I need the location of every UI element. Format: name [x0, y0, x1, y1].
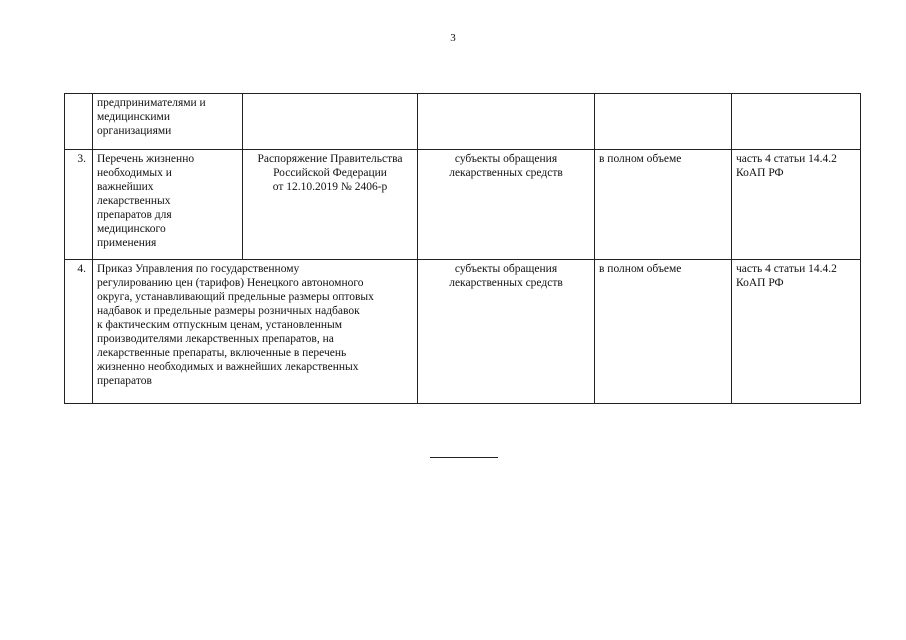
- liability-cell: [732, 94, 861, 150]
- legal-act-cell: [243, 150, 418, 260]
- subjects-line: лекарственных средств: [449, 167, 563, 179]
- requirement-name-line: медицинского: [97, 223, 166, 235]
- row-number-cell: [65, 94, 93, 150]
- table-row: [65, 260, 861, 404]
- requirement-name-cell: [93, 260, 418, 404]
- closing-rule: [430, 457, 498, 458]
- subjects-line: субъекты обращения: [454, 263, 558, 275]
- requirement-name-line: препаратов: [97, 375, 152, 387]
- requirement-name-line: применения: [97, 237, 157, 249]
- scope-cell: [595, 94, 732, 150]
- legal-act-line: Распоряжение Правительства: [257, 153, 403, 165]
- requirement-name-line: важнейших: [97, 181, 154, 193]
- requirement-name-line: к фактическим отпускным ценам, установленным: [97, 319, 343, 331]
- requirement-name-line: организациями: [97, 125, 172, 137]
- legal-act-line: от 12.10.2019 № 2406-р: [272, 181, 388, 193]
- page-number: 3: [450, 32, 456, 44]
- requirement-name-line: округа, устанавливающий предельные размеры оптовых: [97, 291, 374, 303]
- liability-line: КоАП РФ: [736, 277, 784, 289]
- liability-cell: [732, 150, 861, 260]
- requirement-name-line: регулированию цен (тарифов) Ненецкого автономного: [97, 277, 364, 289]
- requirement-name-line: необходимых и: [97, 167, 172, 179]
- table-row: [65, 94, 861, 150]
- subjects-line: лекарственных средств: [449, 277, 563, 289]
- requirement-name-line: предпринимателями и: [97, 97, 206, 109]
- legal-act-line: Российской Федерации: [273, 167, 387, 179]
- requirement-name-line: Перечень жизненно: [97, 153, 195, 165]
- legal-act-cell: [243, 94, 418, 150]
- requirement-name-line: Приказ Управления по государственному: [97, 263, 300, 275]
- liability-line: часть 4 статьи 14.4.2: [736, 263, 837, 275]
- requirement-name-cell: [93, 94, 243, 150]
- table-row: [65, 150, 861, 260]
- requirement-name-line: производителями лекарственных препаратов, на: [97, 333, 334, 345]
- requirement-name-line: лекарственных: [97, 195, 171, 207]
- subjects-cell: [418, 150, 595, 260]
- liability-line: часть 4 статьи 14.4.2: [736, 153, 837, 165]
- requirement-name-line: лекарственные препараты, включенные в перечень: [97, 347, 347, 359]
- row-number-cell: 3.: [65, 150, 93, 260]
- requirement-name-cell: [93, 150, 243, 260]
- requirement-name-line: жизненно необходимых и важнейших лекарственных: [97, 361, 359, 373]
- subjects-cell: [418, 260, 595, 404]
- scope-cell: в полном объеме: [595, 260, 732, 404]
- liability-cell: [732, 260, 861, 404]
- liability-line: КоАП РФ: [736, 167, 784, 179]
- requirements-table: [64, 93, 861, 404]
- requirement-name-line: медицинскими: [97, 111, 170, 123]
- subjects-cell: [418, 94, 595, 150]
- subjects-line: субъекты обращения: [454, 153, 558, 165]
- row-number-cell: 4.: [65, 260, 93, 404]
- requirement-name-line: препаратов для: [97, 209, 172, 221]
- scope-cell: в полном объеме: [595, 150, 732, 260]
- requirement-name-line: надбавок и предельные размеры розничных надбавок: [97, 305, 360, 317]
